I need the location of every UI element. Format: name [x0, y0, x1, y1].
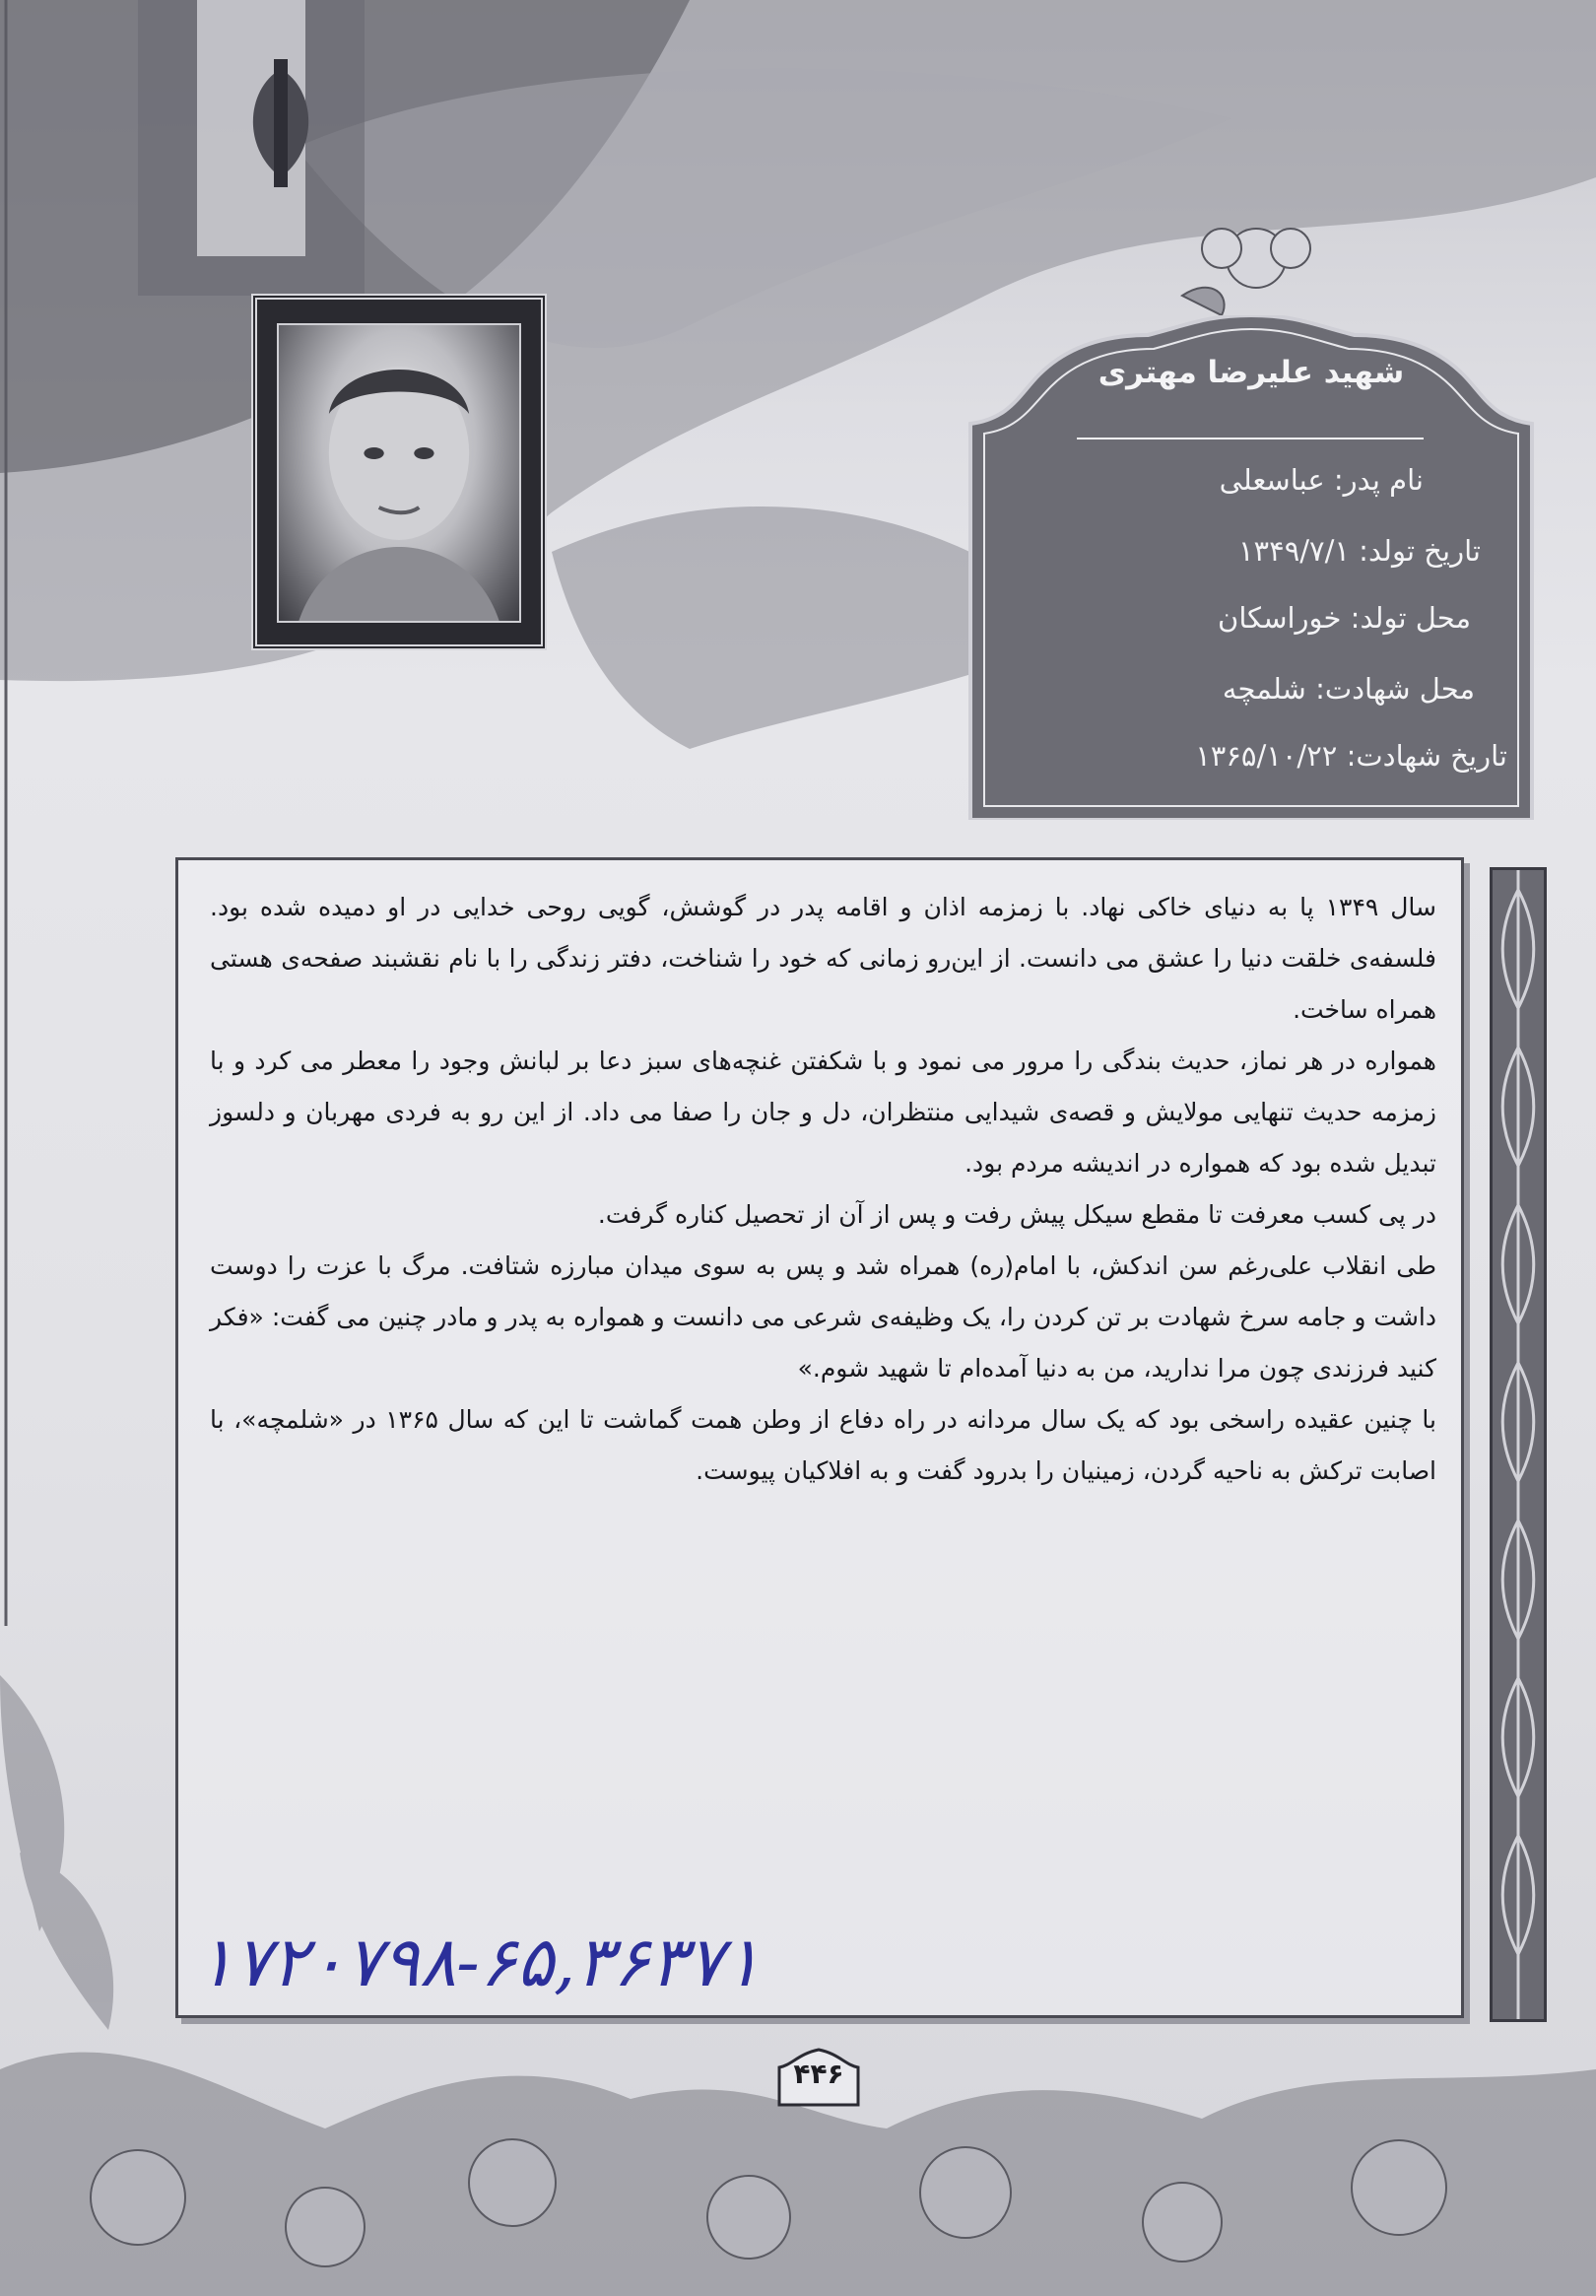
ornament-strip: [1490, 867, 1547, 2022]
ornament-pattern-icon: [1493, 870, 1544, 2019]
rose-ornament: [1182, 229, 1310, 315]
martyrdom-date: تاریخ شهادت: ۱۳۶۵/۱۰/۲۲: [1195, 739, 1507, 773]
portrait-photo-frame: [251, 294, 547, 650]
biography-paragraph: سال ۱۳۴۹ پا به دنیای خاکی نهاد. با زمزمه اذان و اقامه پدر در گوشش، گویی روحی خدایی در او دمیده شده بود. فلسفه‌ی خلقت دنیا را عشق می دانست. از این‌رو زمانی که خود را شناخت، دفتر زندگی را با نام نقشبند صفحه‌ی هستی همراه ساخت.: [210, 893, 1436, 1024]
biography-paragraph: در پی کسب معرفت تا مقطع سیکل پیش رفت و پس از آن از تحصیل کناره گرفت.: [597, 1200, 1436, 1229]
birth-place: محل تولد: خوراسکان: [1218, 601, 1471, 635]
handwritten-reference-number: ۱۷۲۰۷۹۸-۶۵,۳۶۳۷۱: [197, 1922, 762, 2002]
biography-paragraph: با چنین عقیده راسخی بود که یک سال مردانه در راه دفاع از وطن همت گماشت تا این که سال ۱۳۶۵ در «شلمچه»، با اصابت ترکش به ناحیه گردن، زمینیان را بدرود گفت و به افلاکیان پیوست.: [210, 1405, 1436, 1485]
page-number: ۴۴۶: [793, 2058, 844, 2090]
portrait-photo: [277, 323, 521, 623]
martyrdom-place: محل شهادت: شلمچه: [1222, 672, 1475, 706]
biography-paragraph: طی انقلاب علی‌رغم سن اندکش، با امام(ره) همراه شد و پس به سوی میدان مبارزه شتافت. مرگ با عزت را دوست داشت و جامه سرخ شهادت بر تن کردن را، یک وظیفه‌ی شرعی می دانست و همواره به پدر و مادر چنین می گفت: «فکر کنید فرزندی چون مرا ندارید، من به دنیا آمده‌ام تا شهید شوم.»: [210, 1251, 1436, 1383]
leaves-left: [0, 1675, 113, 2030]
title-divider: [1077, 438, 1424, 439]
biography-text: [210, 882, 1436, 1497]
martyr-name-title: شهید علیرضا مهتری: [1097, 355, 1405, 390]
emblem-icon: [187, 0, 374, 227]
father-name: نام پدر: عباسعلی: [1219, 463, 1424, 497]
birth-date: تاریخ تولد: ۱۳۴۹/۷/۱: [1237, 534, 1481, 568]
martyr-info-panel: [951, 315, 1552, 820]
biography-paragraph: همواره در هر نماز، حدیث بندگی را مرور می نمود و با شکفتن غنچه‌های سبز دعا بر لبانش وجود را معطر می کرد و با زمزمه حدیث تنهایی مولایش و قصه‌ی شیدایی منتظران، دل و جان را صفا می داد. از این رو به فردی مهربان و دلسوز تبدیل شده بود که همواره در اندیشه مردم بود.: [210, 1047, 1436, 1178]
